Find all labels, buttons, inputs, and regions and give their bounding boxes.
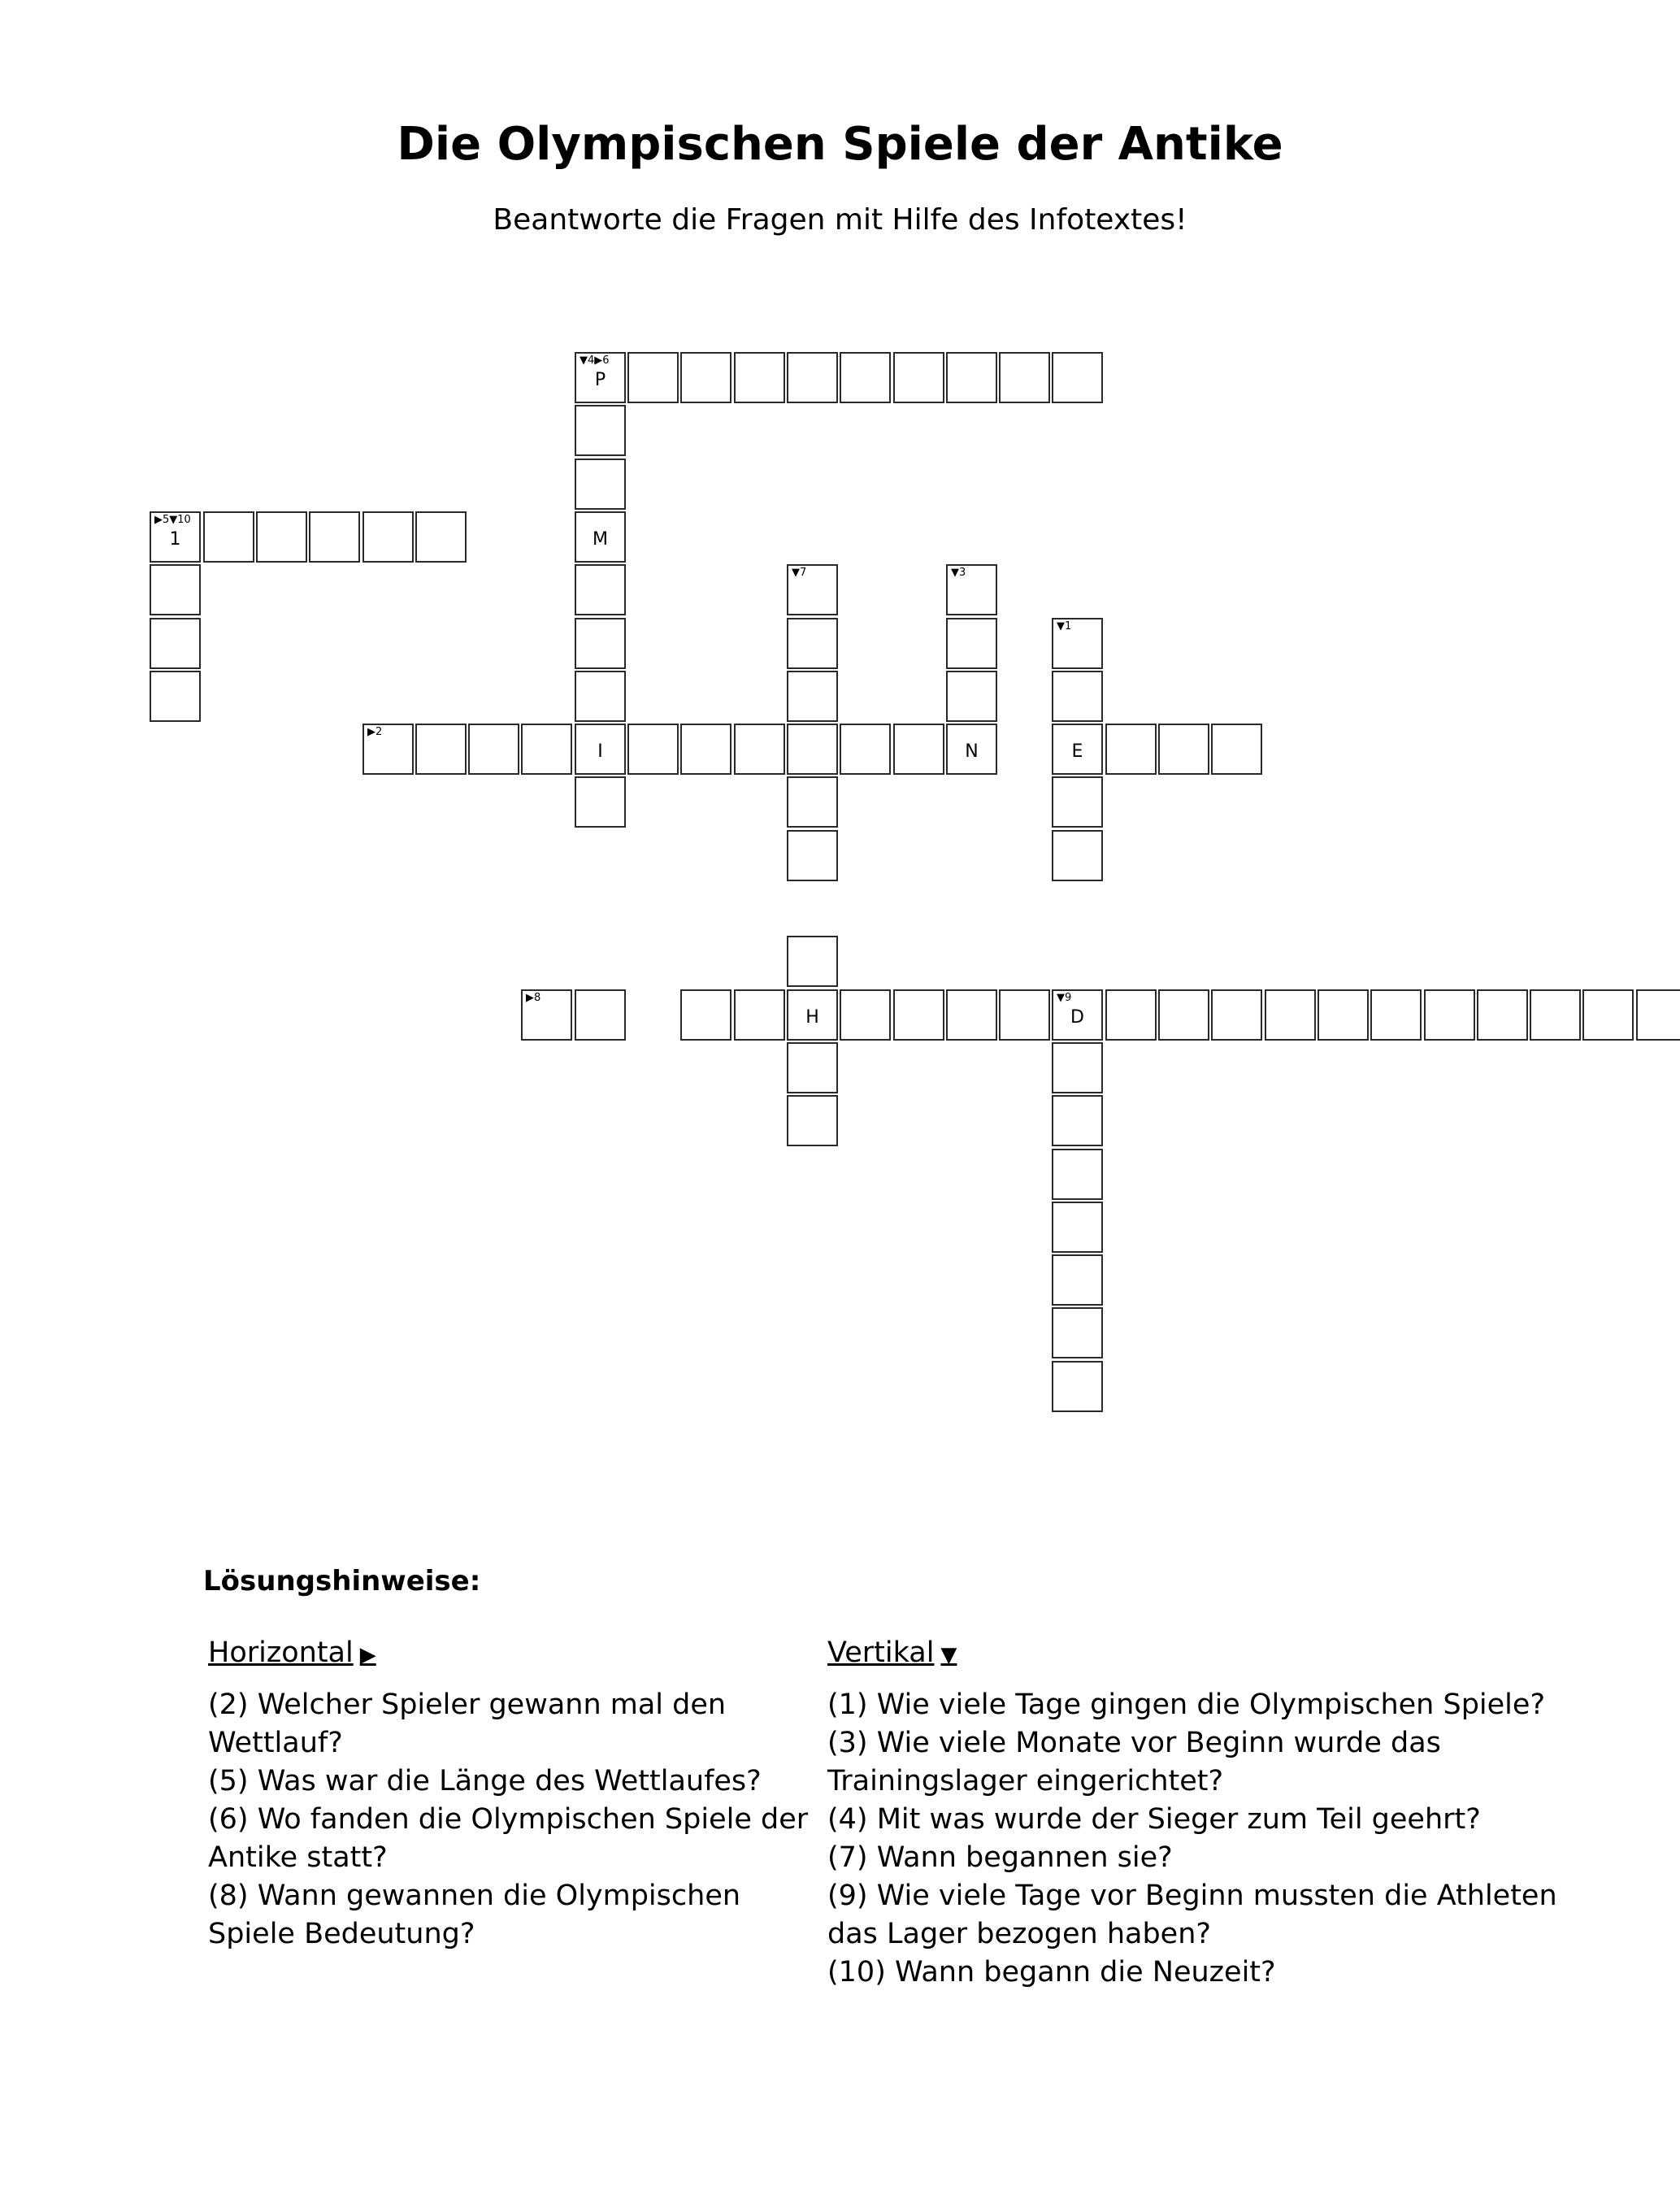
crossword-cell[interactable] — [1052, 776, 1103, 828]
crossword-cell[interactable] — [787, 671, 838, 722]
clue-line: (8) Wann gewannen die Olympischen — [208, 1880, 741, 1912]
crossword-cell[interactable] — [787, 776, 838, 828]
cell-letter: I — [597, 741, 603, 762]
horizontal-heading-text: Horizontal — [208, 1636, 354, 1669]
crossword-cell[interactable] — [521, 989, 572, 1041]
crossword-cell[interactable] — [680, 989, 731, 1041]
page-subtitle: Beantworte die Fragen mit Hilfe des Infotextes! — [493, 203, 1187, 237]
crossword-cell[interactable] — [1211, 989, 1262, 1041]
clue-line: (10) Wann begann die Neuzeit? — [827, 1956, 1276, 1989]
crossword-cell[interactable] — [575, 776, 626, 828]
crossword-cell[interactable] — [521, 724, 572, 775]
crossword-cell[interactable] — [575, 564, 626, 615]
crossword-cell[interactable] — [1158, 724, 1209, 775]
crossword-cell[interactable] — [1477, 989, 1528, 1041]
crossword-cell[interactable] — [999, 989, 1050, 1041]
crossword-cell[interactable] — [1052, 724, 1103, 775]
crossword-cell[interactable] — [840, 989, 891, 1041]
crossword-cell[interactable] — [1424, 989, 1475, 1041]
crossword-cell[interactable] — [787, 1095, 838, 1146]
crossword-cell[interactable] — [362, 724, 414, 775]
crossword-cell[interactable] — [1158, 989, 1209, 1041]
crossword-cell[interactable] — [1052, 1254, 1103, 1306]
crossword-cell[interactable] — [787, 936, 838, 987]
clue-line: Trainingslager eingerichtet? — [827, 1765, 1224, 1797]
crossword-cell[interactable] — [150, 564, 201, 615]
horizontal-clue-list — [208, 1686, 810, 1954]
crossword-cell[interactable] — [1318, 989, 1369, 1041]
crossword-cell[interactable] — [362, 511, 414, 563]
clue-number: ▶8 — [526, 992, 541, 1004]
clue-line: (6) Wo fanden die Olympischen Spiele der — [208, 1803, 809, 1836]
clue-number: ▼1 — [1057, 620, 1072, 632]
crossword-cell[interactable] — [1052, 830, 1103, 881]
cell-letter: H — [805, 1007, 819, 1028]
crossword-cell[interactable] — [787, 1042, 838, 1093]
cell-letter: D — [1070, 1007, 1084, 1028]
crossword-cell[interactable] — [1052, 352, 1103, 403]
crossword-cell[interactable] — [680, 724, 731, 775]
clue-line: Antike statt? — [208, 1841, 388, 1874]
crossword-cell[interactable] — [734, 352, 785, 403]
crossword-cell[interactable] — [575, 724, 626, 775]
cell-letter: M — [593, 529, 608, 550]
crossword-cell[interactable] — [680, 352, 731, 403]
crossword-cell[interactable] — [1052, 1202, 1103, 1253]
crossword-cell[interactable] — [1052, 1095, 1103, 1146]
crossword-cell[interactable] — [150, 511, 201, 563]
crossword-cell[interactable] — [575, 989, 626, 1041]
crossword-cell[interactable] — [1582, 989, 1634, 1041]
crossword-cell[interactable] — [150, 618, 201, 669]
cell-letter: P — [594, 370, 606, 390]
crossword-cell[interactable] — [1052, 1361, 1103, 1412]
clue-number: ▼3 — [951, 567, 966, 579]
crossword-cell[interactable] — [946, 564, 997, 615]
crossword-cell[interactable] — [893, 724, 944, 775]
clue-line: (7) Wann begannen sie? — [827, 1841, 1173, 1874]
crossword-cell[interactable] — [946, 724, 997, 775]
crossword-cell[interactable] — [468, 724, 519, 775]
crossword-cell[interactable] — [1052, 1307, 1103, 1358]
crossword-cell[interactable] — [787, 564, 838, 615]
crossword-cell[interactable] — [627, 352, 679, 403]
crossword-cell[interactable] — [946, 352, 997, 403]
clue-number: ▼9 — [1057, 992, 1072, 1004]
cell-letter: 1 — [169, 529, 181, 550]
vertical-clue-list — [827, 1686, 1608, 1992]
cell-letter: E — [1071, 741, 1083, 762]
crossword-cell[interactable] — [946, 989, 997, 1041]
crossword-cell[interactable] — [787, 724, 838, 775]
crossword-cell[interactable] — [1211, 724, 1262, 775]
clue-line: Wettlauf? — [208, 1727, 343, 1759]
crossword-cell[interactable] — [575, 352, 626, 403]
clue-line: (3) Wie viele Monate vor Beginn wurde das — [827, 1727, 1441, 1759]
crossword-cell[interactable] — [203, 511, 254, 563]
vertical-heading-text: Vertikal — [827, 1636, 935, 1669]
page-title: Die Olympischen Spiele der Antike — [397, 118, 1283, 171]
crossword-cell[interactable] — [575, 511, 626, 563]
crossword-cell[interactable] — [787, 830, 838, 881]
clue-number: ▼4▶6 — [580, 354, 610, 367]
clue-number: ▶5▼10 — [154, 514, 191, 526]
vertical-clues — [827, 1634, 1608, 1992]
clue-line: (5) Was war die Länge des Wettlaufes? — [208, 1765, 762, 1797]
crossword-cell[interactable] — [1530, 989, 1581, 1041]
crossword-cell[interactable] — [734, 989, 785, 1041]
hints-label: Lösungshinweise: — [203, 1565, 481, 1597]
crossword-cell[interactable] — [627, 724, 679, 775]
crossword-cell[interactable] — [415, 724, 467, 775]
crossword-cell[interactable] — [575, 459, 626, 510]
crossword-cell[interactable] — [946, 618, 997, 669]
crossword-cell[interactable] — [893, 352, 944, 403]
crossword-cell[interactable] — [150, 671, 201, 722]
clue-line: (2) Welcher Spieler gewann mal den — [208, 1689, 727, 1721]
crossword-cell[interactable] — [893, 989, 944, 1041]
crossword-cell[interactable] — [787, 989, 838, 1041]
crossword-cell[interactable] — [575, 405, 626, 456]
crossword-cell[interactable] — [415, 511, 467, 563]
clue-line: (1) Wie viele Tage gingen die Olympischen Spiele? — [827, 1689, 1546, 1721]
crossword-cell[interactable] — [1105, 989, 1157, 1041]
crossword-cell[interactable] — [840, 352, 891, 403]
crossword-cell[interactable] — [999, 352, 1050, 403]
crossword-cell[interactable] — [309, 511, 360, 563]
crossword-cell[interactable] — [256, 511, 307, 563]
crossword-cell[interactable] — [1370, 989, 1422, 1041]
clue-number: ▶2 — [367, 726, 383, 738]
down-arrow-icon: ▼ — [940, 1643, 957, 1667]
horizontal-clues — [208, 1634, 810, 1954]
crossword-cell[interactable] — [1052, 618, 1103, 669]
crossword-cell[interactable] — [946, 671, 997, 722]
crossword-cell[interactable] — [734, 724, 785, 775]
clue-line: das Lager bezogen haben? — [827, 1918, 1211, 1950]
clue-number: ▼7 — [792, 567, 807, 579]
crossword-cell[interactable] — [840, 724, 891, 775]
clue-line: (4) Mit was wurde der Sieger zum Teil geehrt? — [827, 1803, 1481, 1836]
crossword-cell[interactable] — [1052, 1042, 1103, 1093]
crossword-cell[interactable] — [1052, 671, 1103, 722]
clue-line: (9) Wie viele Tage vor Beginn mussten die Athleten — [827, 1880, 1557, 1912]
crossword-cell[interactable] — [1636, 989, 1680, 1041]
clue-line: Spiele Bedeutung? — [208, 1918, 475, 1950]
crossword-cell[interactable] — [787, 352, 838, 403]
right-arrow-icon: ▶ — [359, 1643, 376, 1667]
horizontal-heading — [208, 1634, 810, 1675]
vertical-heading — [827, 1634, 1608, 1675]
crossword-cell[interactable] — [1052, 989, 1103, 1041]
crossword-cell[interactable] — [1052, 1149, 1103, 1200]
crossword-cell[interactable] — [575, 671, 626, 722]
crossword-cell[interactable] — [575, 618, 626, 669]
cell-letter: N — [965, 741, 979, 762]
crossword-cell[interactable] — [787, 618, 838, 669]
crossword-cell[interactable] — [1105, 724, 1157, 775]
crossword-cell[interactable] — [1265, 989, 1316, 1041]
